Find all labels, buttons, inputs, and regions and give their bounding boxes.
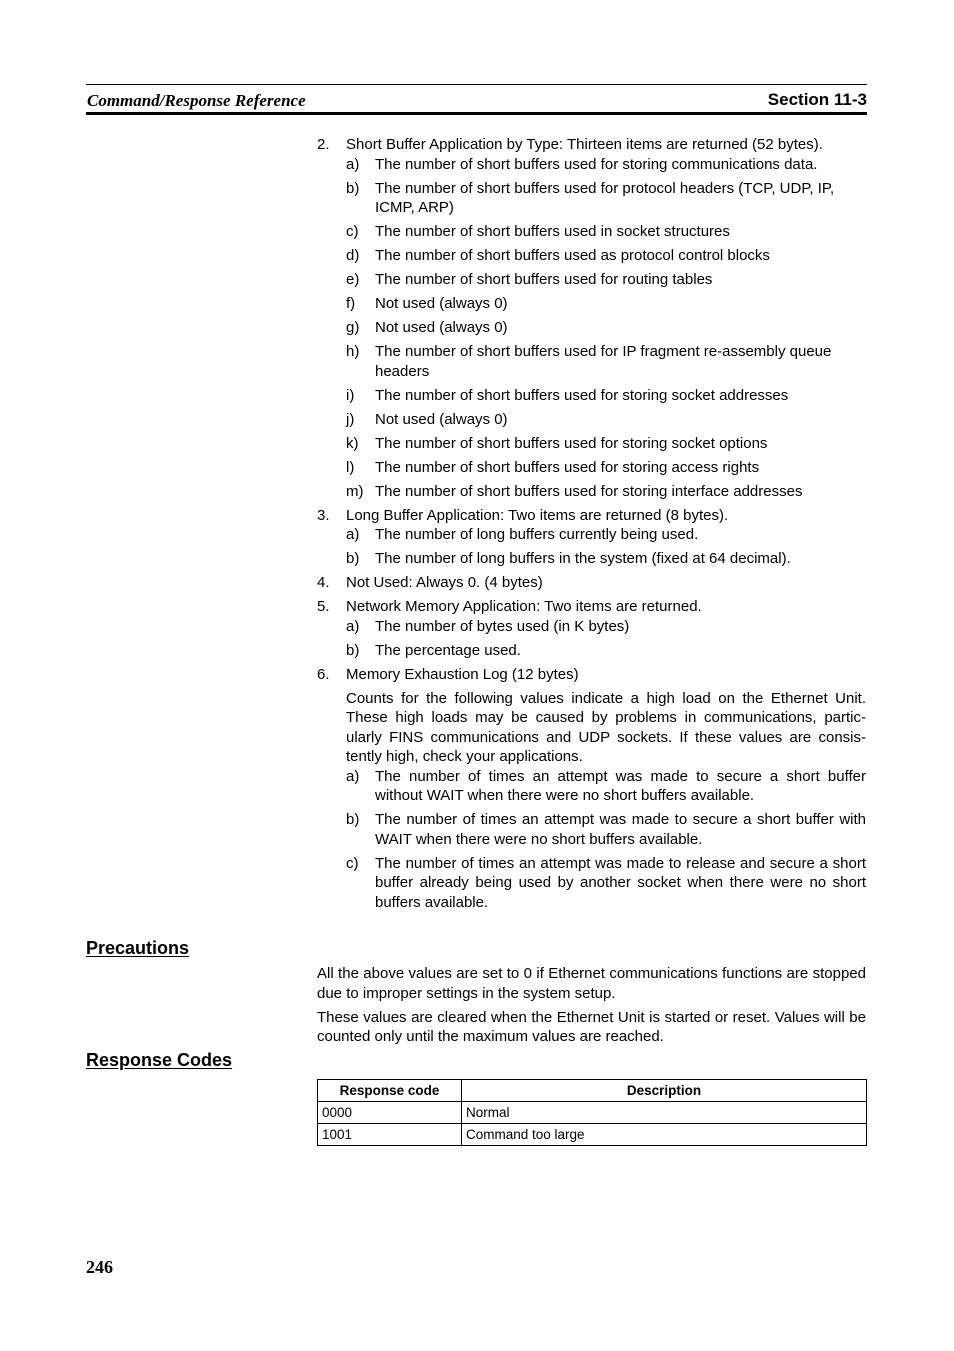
sub-text: The number of short buffers used for routing tables [375, 271, 713, 288]
sub-item [346, 342, 866, 381]
running-title: Command/Response Reference [87, 91, 306, 110]
response-codes-table [317, 1079, 867, 1146]
sub-marker: c) [346, 223, 359, 240]
table-row [318, 1124, 867, 1146]
sub-item [346, 458, 866, 478]
list-item-2 [317, 135, 866, 155]
sub-text: The number of long buffers in the system (fixed at 64 decimal). [375, 550, 791, 567]
sub-list-5 [346, 617, 866, 661]
list-item-6 [317, 665, 866, 685]
sub-item [346, 854, 866, 913]
sub-item [346, 179, 866, 218]
sub-text: The number of short buffers used for storing access rights [375, 458, 760, 476]
sub-text: The number of short buffers used for protocol headers (TCP, UDP, IP, ICMP, ARP) [375, 179, 835, 216]
main-list [317, 135, 866, 912]
item-text: Short Buffer Application by Type: Thirteen items are returned (52 bytes). [346, 136, 823, 153]
page-number: 246 [86, 1257, 113, 1277]
table-header-row [318, 1080, 867, 1102]
column-header-description: Description [462, 1080, 867, 1102]
item-number: 4. [317, 574, 330, 591]
sub-text: Not used (always 0) [375, 295, 508, 312]
sub-marker: f) [346, 295, 356, 312]
sub-text: Not used (always 0) [375, 319, 508, 336]
sub-marker: m) [346, 482, 364, 500]
sub-text: The number of bytes used (in K bytes) [375, 617, 630, 635]
sub-marker: g) [346, 319, 360, 336]
precautions-body [317, 964, 866, 1051]
list-item-4 [317, 573, 866, 593]
list-item-3 [317, 506, 866, 526]
sub-marker: b) [346, 179, 360, 197]
sub-item [346, 410, 866, 430]
sub-text: The number of times an attempt was made to secure a short buffer with WAIT when there were no short buffers available. [375, 811, 866, 848]
page-header [86, 84, 867, 115]
precautions-heading: Precautions [86, 938, 190, 958]
sub-item [346, 386, 866, 406]
sub-marker: b) [346, 641, 360, 659]
sub-text: The number of short buffers used as protocol control blocks [375, 247, 770, 264]
sub-item [346, 294, 866, 314]
response-code-cell: 0000 [318, 1102, 462, 1124]
sub-marker: a) [346, 526, 360, 543]
sub-text: The percentage used. [375, 641, 521, 659]
sub-marker: e) [346, 271, 360, 288]
table-row [318, 1102, 867, 1124]
precautions-paragraph-2: These values are cleared when the Ethernet Unit is started or reset. Values will be counted only until the maximum values are reached. [317, 1008, 866, 1045]
sub-item [346, 482, 866, 502]
sub-marker: h) [346, 343, 360, 360]
sub-item [346, 767, 866, 806]
sub-text: The number of short buffers used for storing socket addresses [375, 386, 789, 404]
sub-item [346, 155, 866, 175]
description-cell: Command too large [462, 1124, 867, 1146]
sub-item [346, 525, 866, 545]
item-text: Network Memory Application: Two items are returned. [346, 598, 702, 615]
response-codes-heading: Response Codes [86, 1050, 233, 1070]
sub-item [346, 641, 866, 661]
sub-text: The number of short buffers used for storing socket options [375, 434, 768, 452]
item-number: 2. [317, 136, 330, 153]
sub-text: The number of long buffers currently being used. [375, 526, 699, 543]
sub-item [346, 549, 866, 569]
sub-list-2 [346, 155, 866, 502]
sub-text: The number of short buffers used for storing communications data. [375, 155, 818, 173]
precautions-paragraph-1: All the above values are set to 0 if Ethernet communications functions are stopped due to improper settings in the system setup. [317, 965, 866, 1002]
response-code-cell: 1001 [318, 1124, 462, 1146]
sub-text: The number of short buffers used for storing interface addresses [375, 482, 803, 500]
item-6-paragraph: Counts for the following values indicate a high load on the Ethernet Unit. These high loads may be caused by problems in communications, partic-ularly FINS communications and UDP sockets. If these values are consis-tently high, check your applications. [346, 689, 866, 765]
sub-item [346, 810, 866, 849]
sub-marker: l) [346, 458, 355, 476]
column-header-response-code: Response code [318, 1080, 462, 1102]
sub-item [346, 617, 866, 637]
sub-text: The number of times an attempt was made to secure a short buffer without WAIT when there were no short buffers available. [375, 767, 866, 804]
sub-marker: j) [346, 410, 355, 428]
sub-text: The number of short buffers used for IP fragment re-assembly queue headers [375, 343, 832, 380]
sub-item [346, 318, 866, 338]
list-item-5 [317, 597, 866, 617]
description-cell: Normal [462, 1102, 867, 1124]
item-number: 6. [317, 665, 330, 683]
sub-marker: d) [346, 247, 360, 264]
sub-item [346, 246, 866, 266]
sub-marker: k) [346, 434, 359, 452]
sub-marker: b) [346, 550, 360, 567]
sub-item [346, 270, 866, 290]
item-text: Memory Exhaustion Log (12 bytes) [346, 665, 579, 683]
item-number: 3. [317, 506, 330, 524]
item-number: 5. [317, 598, 330, 615]
section-number: Section 11-3 [767, 90, 867, 109]
sub-text: The number of times an attempt was made to release and secure a short buffer already being used by another socket when there were no short buffers available. [375, 854, 866, 911]
sub-text: The number of short buffers used in socket structures [375, 223, 730, 240]
sub-marker: a) [346, 767, 360, 785]
sub-marker: c) [346, 854, 359, 872]
sub-text: Not used (always 0) [375, 410, 508, 428]
sub-marker: b) [346, 811, 360, 828]
sub-list-3 [346, 525, 866, 569]
sub-list-6 [346, 767, 866, 913]
sub-marker: a) [346, 617, 360, 635]
item-text: Not Used: Always 0. (4 bytes) [346, 574, 543, 591]
sub-marker: i) [346, 386, 355, 404]
sub-item [346, 222, 866, 242]
sub-item [346, 434, 866, 454]
item-text: Long Buffer Application: Two items are returned (8 bytes). [346, 506, 729, 524]
sub-marker: a) [346, 155, 360, 173]
